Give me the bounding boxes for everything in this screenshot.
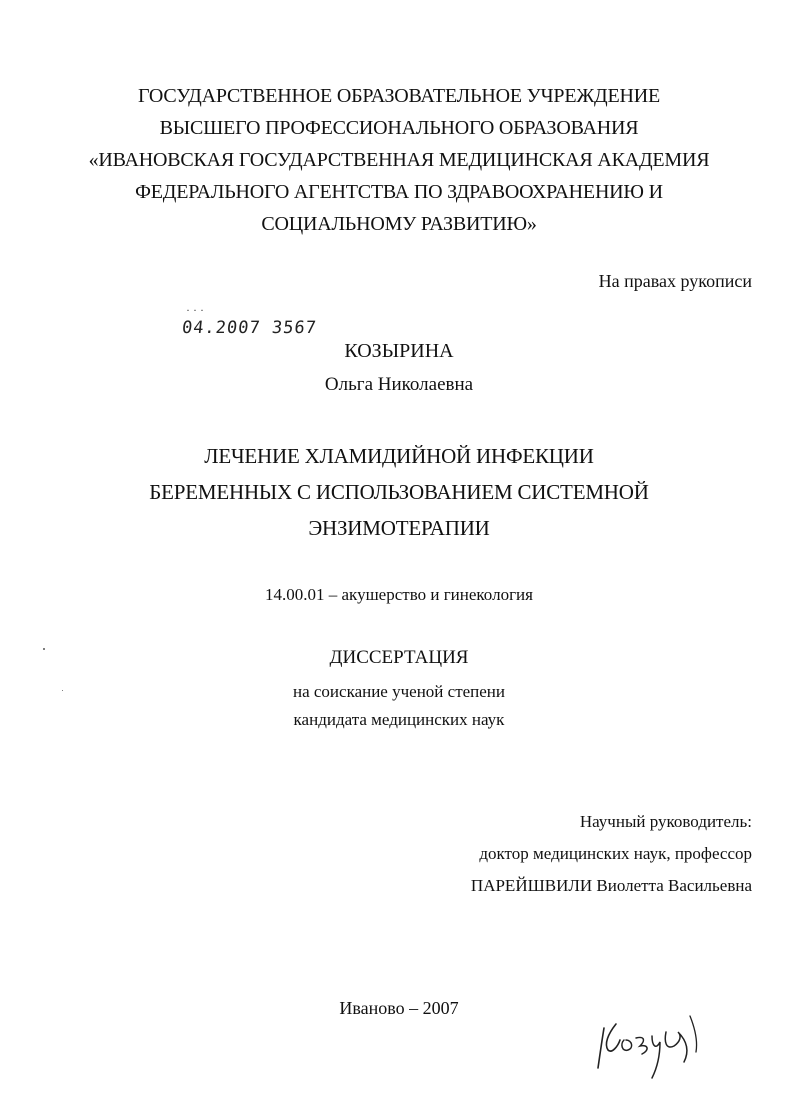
institution-line: ВЫСШЕГО ПРОФЕССИОНАЛЬНОГО ОБРАЗОВАНИЯ [159, 117, 639, 139]
specialty-code: 14.00.01 – акушерство и гинекология [265, 585, 533, 604]
inventory-number-stamp: 04.2007 3567 [180, 318, 318, 338]
supervisor-label: Научный руководитель: [579, 812, 752, 831]
dissertation-title [0, 438, 798, 546]
institution-line: ГОСУДАРСТВЕННОЕ ОБРАЗОВАТЕЛЬНОЕ УЧРЕЖДЕНИЕ [137, 85, 661, 107]
institution-line: ФЕДЕРАЛЬНОГО АГЕНТСТВА ПО ЗДРАВООХРАНЕНИЮ И [135, 181, 663, 203]
degree-description [0, 678, 798, 734]
supervisor-rank: доктор медицинских наук, профессор [479, 844, 752, 863]
dissertation-type: ДИССЕРТАЦИЯ [329, 647, 469, 668]
title-line: ЛЕЧЕНИЕ ХЛАМИДИЙНОЙ ИНФЕКЦИИ [204, 444, 594, 468]
title-line: БЕРЕМЕННЫХ С ИСПОЛЬЗОВАНИЕМ СИСТЕМНОЙ [149, 480, 649, 504]
stamp-dots: · · · [186, 303, 204, 317]
supervisor-name: ПАРЕЙШВИЛИ Виолетта Васильевна [470, 876, 752, 895]
supervisor-block [471, 806, 752, 902]
scan-speck [62, 690, 63, 691]
degree-line: на соискание ученой степени [292, 682, 506, 701]
author-surname: КОЗЫРИНА [344, 340, 454, 362]
title-line: ЭНЗИМОТЕРАПИИ [308, 516, 490, 540]
degree-line: кандидата медицинских наук [293, 710, 505, 729]
scan-speck [43, 648, 45, 650]
rights-note: На правах рукописи [598, 271, 752, 291]
institution-line: СОЦИАЛЬНОМУ РАЗВИТИЮ» [261, 213, 537, 235]
institution-line: «ИВАНОВСКАЯ ГОСУДАРСТВЕННАЯ МЕДИЦИНСКАЯ АКАДЕМИЯ [88, 149, 710, 171]
city-year: Иваново – 2007 [339, 998, 459, 1018]
author-given-name: Ольга Николаевна [324, 374, 474, 395]
handwritten-signature [594, 1006, 714, 1086]
institution-header [0, 80, 798, 240]
